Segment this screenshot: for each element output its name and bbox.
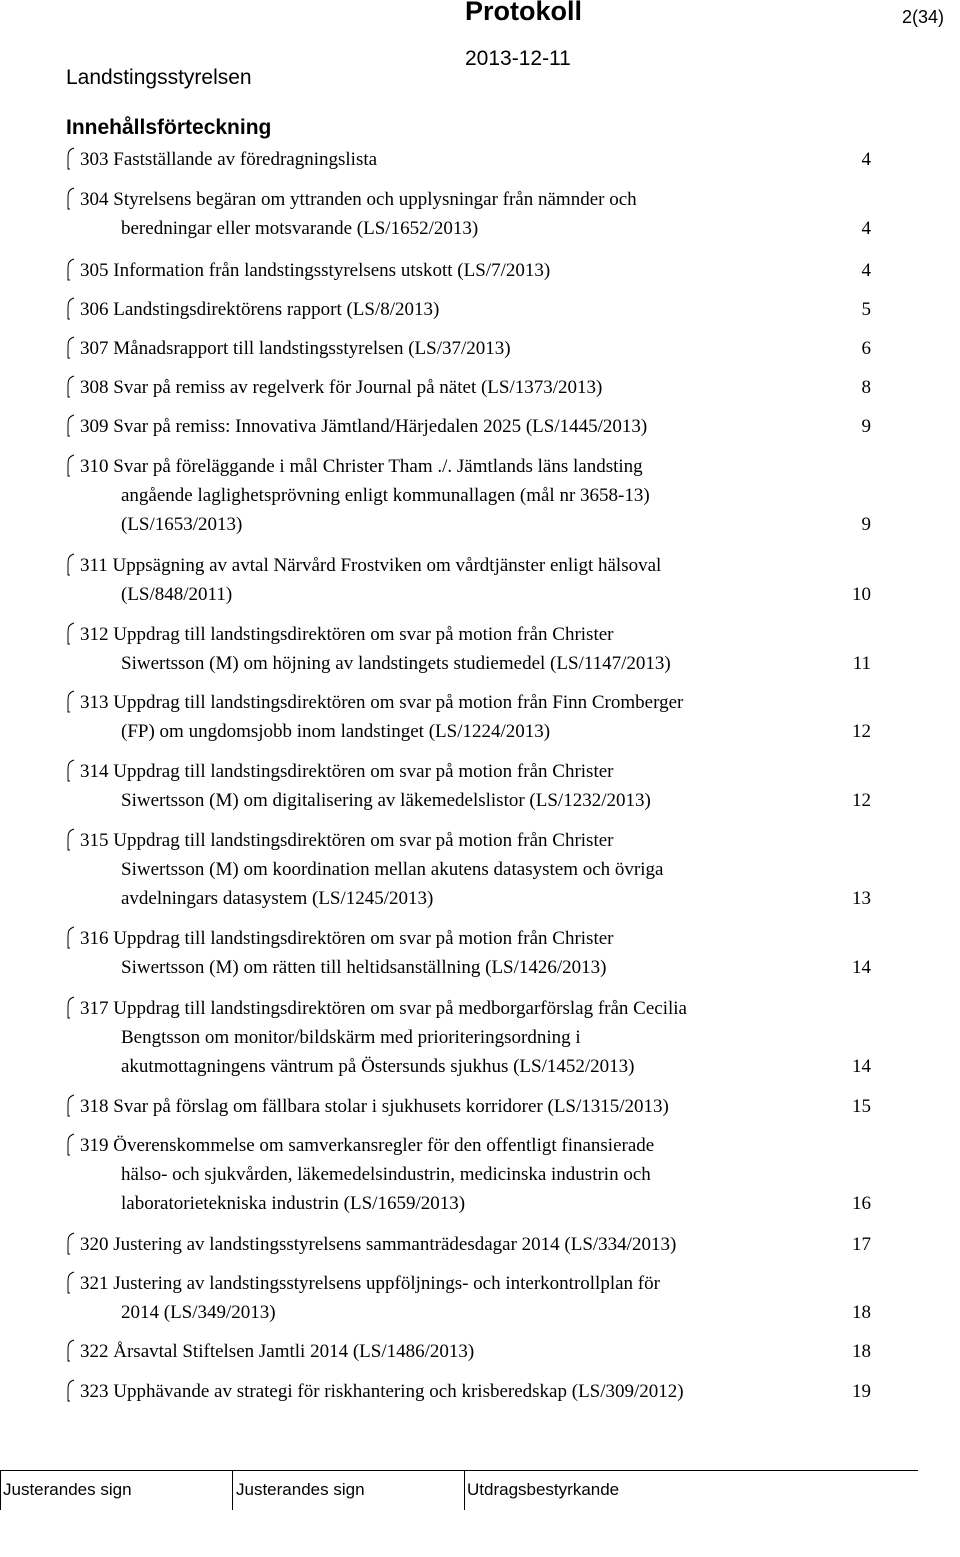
toc-entry-text: Siwertsson (M) om höjning av landstingets studiemedel (LS/1147/2013) [121,653,671,674]
toc-bullet-icon [58,1337,76,1363]
toc-entry-text: (LS/848/2011) [121,584,233,605]
toc-entry[interactable] [58,1092,878,1121]
toc-entry[interactable] [58,295,878,324]
toc-page-number: 9 [861,416,871,437]
toc-page-number: 16 [852,1193,871,1214]
toc-entry-text: 323 Upphävande av strategi för riskhantering och krisberedskap (LS/309/2012) [80,1381,684,1402]
toc-bullet-icon [58,551,76,577]
toc-bullet-icon [58,1230,76,1256]
toc-page-number: 11 [852,653,871,674]
toc-entry-text: Siwertsson (M) om digitalisering av läkemedelslistor (LS/1232/2013) [121,790,651,811]
toc-entry-text: 315 Uppdrag till landstingsdirektören om svar på motion från Christer [80,830,614,851]
toc-entry[interactable] [58,1269,878,1327]
toc-page-number: 14 [852,1056,871,1077]
toc-entry-text: 313 Uppdrag till landstingsdirektören om svar på motion från Finn Cromberger [80,692,684,713]
toc-bullet-icon [58,1377,76,1403]
toc-entry-text: (LS/1653/2013) [121,514,243,535]
toc-entry-text: 308 Svar på remiss av regelverk för Journal på nätet (LS/1373/2013) [80,377,603,398]
toc-heading: Innehållsförteckning [66,116,272,139]
toc-entry[interactable] [58,412,878,441]
toc-entry-text: 314 Uppdrag till landstingsdirektören om svar på motion från Christer [80,761,614,782]
toc-entry-text: 319 Överenskommelse om samverkansregler för den offentligt finansierade [80,1135,655,1156]
toc-page-number: 9 [861,514,871,535]
toc-bullet-icon [58,334,76,360]
toc-bullet-icon [58,1269,76,1295]
toc-page-number: 12 [852,790,871,811]
toc-entry[interactable] [58,334,878,363]
toc-bullet-icon [58,620,76,646]
toc-page-number: 5 [861,299,871,320]
toc-entry[interactable] [58,924,878,982]
toc-bullet-icon [58,185,76,211]
toc-bullet-icon [58,994,76,1020]
toc-entry-text: 305 Information från landstingsstyrelsens utskott (LS/7/2013) [80,260,551,281]
toc-page-number: 4 [861,260,871,281]
toc-bullet-icon [58,452,76,478]
toc-bullet-icon [58,1131,76,1157]
toc-entry-text: (FP) om ungdomsjobb inom landstinget (LS/1224/2013) [121,721,551,742]
toc-entry-text: 317 Uppdrag till landstingsdirektören om svar på medborgarförslag från Cecilia [80,998,687,1019]
footer-rule [0,1470,918,1471]
toc-page-number: 4 [861,218,871,239]
document-title: Protokoll [465,0,583,26]
toc-entry[interactable] [58,256,878,285]
toc-entry-text: 304 Styrelsens begäran om yttranden och upplysningar från nämnder och [80,189,637,210]
toc-bullet-icon [58,256,76,282]
toc-page-number: 15 [852,1096,871,1117]
toc-bullet-icon [58,145,76,171]
organization-name: Landstingsstyrelsen [66,66,252,89]
toc-bullet-icon [58,688,76,714]
page-number: 2(34) [902,7,945,27]
toc-entry[interactable] [58,1377,878,1406]
footer-certification: Utdragsbestyrkande [467,1480,620,1499]
toc-bullet-icon [58,412,76,438]
toc-entry[interactable] [58,145,878,174]
toc-page-number: 19 [852,1381,871,1402]
footer-sign-2: Justerandes sign [236,1480,365,1499]
toc-page-number: 8 [861,377,871,398]
footer-divider [232,1470,233,1510]
toc-bullet-icon [58,295,76,321]
toc-entry[interactable] [58,994,878,1081]
toc-entry[interactable] [58,826,878,913]
toc-page-number: 18 [852,1302,871,1323]
toc-entry-text: hälso- och sjukvården, läkemedelsindustrin, medicinska industrin och [121,1164,651,1185]
toc-entry-text: 307 Månadsrapport till landstingsstyrelsen (LS/37/2013) [80,338,511,359]
toc-page-number: 13 [852,888,871,909]
toc-page-number: 4 [861,149,871,170]
toc-entry-text: 303 Fastställande av föredragningslista [80,149,378,170]
toc-page-number: 17 [852,1234,871,1255]
toc-page-number: 18 [852,1341,871,1362]
toc-entry-text: Siwertsson (M) om rätten till heltidsanställning (LS/1426/2013) [121,957,607,978]
toc-entry[interactable] [58,185,878,243]
toc-bullet-icon [58,826,76,852]
toc-entry-text: avdelningars datasystem (LS/1245/2013) [121,888,434,909]
toc-entry-text: 312 Uppdrag till landstingsdirektören om svar på motion från Christer [80,624,614,645]
meeting-date: 2013-12-11 [465,47,571,70]
toc-entry[interactable] [58,1337,878,1366]
toc-entry[interactable] [58,620,878,678]
toc-entry-text: 316 Uppdrag till landstingsdirektören om svar på motion från Christer [80,928,614,949]
footer-divider [0,1470,1,1510]
toc-entry-text: 318 Svar på förslag om fällbara stolar i sjukhusets korridorer (LS/1315/2013) [80,1096,669,1117]
toc-page-number: 10 [852,584,871,605]
toc-entry-text: 320 Justering av landstingsstyrelsens sammanträdesdagar 2014 (LS/334/2013) [80,1234,677,1255]
toc-entry-text: 310 Svar på föreläggande i mål Christer Tham ./. Jämtlands läns landsting [80,456,643,477]
toc-entry-text: akutmottagningens väntrum på Östersunds sjukhus (LS/1452/2013) [121,1056,635,1077]
toc-entry[interactable] [58,688,878,746]
toc-entry-text: 321 Justering av landstingsstyrelsens uppföljnings- och interkontrollplan för [80,1273,660,1294]
toc-bullet-icon [58,924,76,950]
toc-entry-text: 322 Årsavtal Stiftelsen Jamtli 2014 (LS/1486/2013) [80,1341,475,1362]
toc-page-number: 12 [852,721,871,742]
toc-page-number: 6 [861,338,871,359]
toc-entry[interactable] [58,1230,878,1259]
toc-bullet-icon [58,1092,76,1118]
footer-sign-1: Justerandes sign [3,1480,132,1499]
toc-page-number: 14 [852,957,871,978]
toc-entry-text: 2014 (LS/349/2013) [121,1302,276,1323]
toc-entry[interactable] [58,452,878,539]
toc-bullet-icon [58,757,76,783]
toc-entry-text: 306 Landstingsdirektörens rapport (LS/8/2013) [80,299,440,320]
toc-entry-text: Bengtsson om monitor/bildskärm med prioriteringsordning i [121,1027,581,1048]
toc-entry[interactable] [58,1131,878,1218]
toc-entry[interactable] [58,551,878,609]
toc-entry-text: laboratorietekniska industrin (LS/1659/2013) [121,1193,466,1214]
toc-entry-text: angående laglighetsprövning enligt kommunallagen (mål nr 3658-13) [121,485,650,506]
toc-entry-text: 309 Svar på remiss: Innovativa Jämtland/Härjedalen 2025 (LS/1445/2013) [80,416,648,437]
toc-entry[interactable] [58,373,878,402]
toc-entry[interactable] [58,757,878,815]
toc-entry-text: beredningar eller motsvarande (LS/1652/2013) [121,218,479,239]
toc-bullet-icon [58,373,76,399]
footer-divider [464,1470,465,1510]
toc-entry-text: Siwertsson (M) om koordination mellan akutens datasystem och övriga [121,859,664,880]
toc-entry-text: 311 Uppsägning av avtal Närvård Frostviken om vårdtjänster enligt hälsoval [80,555,662,576]
